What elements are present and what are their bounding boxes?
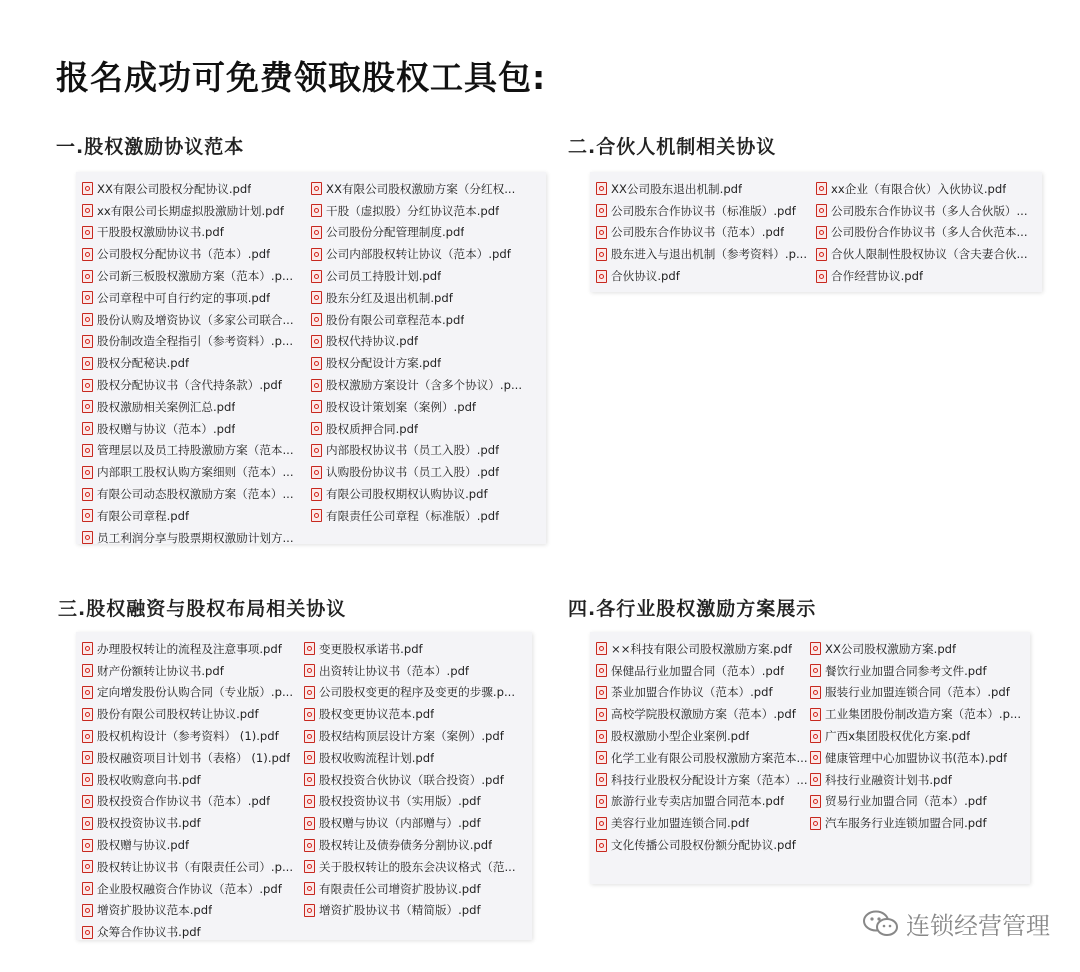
pdf-file-icon: [311, 335, 322, 348]
pdf-file-item[interactable]: [82, 856, 304, 878]
file-name: 股份制改造全程指引（参考资料）.p...: [97, 334, 294, 349]
file-name: XX公司股东退出机制.pdf: [611, 181, 743, 196]
pdf-file-icon: [304, 860, 315, 873]
pdf-file-item[interactable]: [596, 834, 810, 856]
file-name: 高校学院股权激励方案（范本）.pdf: [611, 707, 796, 722]
file-name: 增资扩股协议书（精简版）.pdf: [319, 903, 481, 918]
pdf-file-item[interactable]: [816, 178, 1036, 200]
pdf-file-icon: [596, 839, 607, 852]
pdf-file-icon: [311, 488, 322, 501]
pdf-file-item[interactable]: [82, 921, 304, 940]
pdf-file-item[interactable]: [304, 900, 526, 922]
pdf-file-item[interactable]: [810, 703, 1024, 725]
pdf-file-icon: [304, 642, 315, 655]
file-name: XX公司股权激励方案.pdf: [825, 641, 957, 656]
pdf-file-icon: [596, 708, 607, 721]
pdf-file-item[interactable]: [311, 222, 540, 244]
file-name: 股权收购意向书.pdf: [97, 772, 201, 787]
file-name: 股权投资协议书（实用版）.pdf: [319, 794, 481, 809]
file-name: 众筹合作协议书.pdf: [97, 925, 201, 940]
pdf-file-icon: [82, 182, 93, 195]
pdf-file-item[interactable]: [82, 222, 311, 244]
file-name: 股权机构设计（参考资料） (1).pdf: [97, 729, 279, 744]
file-name: 股权激励小型企业案例.pdf: [611, 729, 750, 744]
pdf-file-icon: [82, 466, 93, 479]
pdf-file-icon: [82, 226, 93, 239]
pdf-file-icon: [82, 313, 93, 326]
section-1-title: 一.股权激励协议范本: [56, 136, 245, 158]
pdf-file-icon: [304, 664, 315, 677]
pdf-file-item[interactable]: [82, 287, 311, 309]
pdf-file-item[interactable]: [304, 834, 526, 856]
pdf-file-item[interactable]: [82, 527, 311, 544]
file-name: 股权质押合同.pdf: [326, 421, 419, 436]
pdf-file-item[interactable]: [596, 682, 810, 704]
file-name: 公司股东合作协议书（范本）.pdf: [611, 225, 785, 240]
pdf-file-icon: [311, 379, 322, 392]
file-name: 合伙协议.pdf: [611, 269, 680, 284]
file-name: 股权投资合伙协议（联合投资）.pdf: [319, 772, 504, 787]
pdf-file-item[interactable]: [82, 660, 304, 682]
file-name: 有限公司动态股权激励方案（范本）...: [97, 487, 294, 502]
file-name: 广西x集团股权优化方案.pdf: [825, 729, 971, 744]
file-name: 服装行业加盟连锁合同（范本）.pdf: [825, 685, 1010, 700]
pdf-file-item[interactable]: [304, 682, 526, 704]
file-name: 股份有限公司股权转让协议.pdf: [97, 707, 259, 722]
file-name: 公司股份分配管理制度.pdf: [326, 225, 465, 240]
pdf-file-icon: [304, 817, 315, 830]
pdf-file-item[interactable]: [82, 309, 311, 331]
file-name: 科技行业股权分配设计方案（范本）...: [611, 772, 808, 787]
pdf-file-icon: [82, 488, 93, 501]
file-name: 公司新三板股权激励方案（范本）.p...: [97, 269, 294, 284]
pdf-file-icon: [596, 686, 607, 699]
pdf-file-icon: [596, 642, 607, 655]
pdf-file-item[interactable]: [810, 660, 1024, 682]
pdf-file-item[interactable]: [311, 243, 540, 265]
pdf-file-icon: [304, 751, 315, 764]
pdf-file-icon: [82, 204, 93, 217]
pdf-file-icon: [311, 444, 322, 457]
pdf-file-icon: [82, 751, 93, 764]
pdf-file-item[interactable]: [596, 791, 810, 813]
pdf-file-item[interactable]: [82, 178, 311, 200]
pdf-file-icon: [311, 509, 322, 522]
pdf-file-item[interactable]: [82, 682, 304, 704]
file-name: 美容行业加盟连锁合同.pdf: [611, 816, 750, 831]
pdf-file-icon: [82, 860, 93, 873]
pdf-file-icon: [596, 751, 607, 764]
pdf-file-item[interactable]: [311, 418, 540, 440]
pdf-file-item[interactable]: [311, 331, 540, 353]
pdf-file-icon: [82, 379, 93, 392]
file-name: 股权分配协议书（含代持条款）.pdf: [97, 378, 282, 393]
file-name: 股权赠与协议（内部赠与）.pdf: [319, 816, 481, 831]
file-name: 干股股权激励协议书.pdf: [97, 225, 224, 240]
pdf-file-icon: [304, 904, 315, 917]
file-name: 股权设计策划案（案例）.pdf: [326, 399, 477, 414]
pdf-file-icon: [82, 708, 93, 721]
pdf-file-item[interactable]: [82, 725, 304, 747]
pdf-file-item[interactable]: [596, 243, 816, 265]
file-name: 股权转让及债券债务分割协议.pdf: [319, 838, 493, 853]
file-name: 股权投资合作协议书（范本）.pdf: [97, 794, 271, 809]
pdf-file-icon: [304, 795, 315, 808]
pdf-file-item[interactable]: [82, 461, 311, 483]
pdf-file-icon: [82, 686, 93, 699]
pdf-file-icon: [311, 248, 322, 261]
pdf-file-icon: [816, 248, 827, 261]
pdf-file-icon: [810, 751, 821, 764]
pdf-file-icon: [82, 335, 93, 348]
file-name: 管理层以及员工持股激励方案（范本...: [97, 443, 294, 458]
file-name: 工业集团股份制改造方案（范本）.p...: [825, 707, 1022, 722]
pdf-file-item[interactable]: [304, 638, 526, 660]
file-name: 股权赠与协议（范本）.pdf: [97, 421, 236, 436]
pdf-file-item[interactable]: [816, 265, 1036, 287]
pdf-file-item[interactable]: [810, 725, 1024, 747]
file-name: 认购股份协议书（员工入股）.pdf: [326, 465, 500, 480]
pdf-file-icon: [596, 204, 607, 217]
pdf-file-item[interactable]: [311, 461, 540, 483]
pdf-file-item[interactable]: [82, 374, 311, 396]
pdf-file-item[interactable]: [596, 222, 816, 244]
pdf-file-icon: [596, 817, 607, 830]
pdf-file-icon: [311, 204, 322, 217]
file-name: 合作经营协议.pdf: [831, 269, 924, 284]
pdf-file-icon: [82, 509, 93, 522]
pdf-file-item[interactable]: [82, 638, 304, 660]
pdf-file-item[interactable]: [596, 660, 810, 682]
pdf-file-item[interactable]: [304, 856, 526, 878]
pdf-file-icon: [596, 226, 607, 239]
file-name: 企业股权融资合作协议（范本）.pdf: [97, 881, 282, 896]
pdf-file-icon: [810, 686, 821, 699]
pdf-file-icon: [810, 730, 821, 743]
pdf-file-icon: [304, 839, 315, 852]
file-name: 股权分配设计方案.pdf: [326, 356, 442, 371]
wechat-icon: [862, 909, 900, 939]
section-2-title: 二.合伙人机制相关协议: [568, 136, 777, 158]
file-list-panel: [76, 632, 532, 940]
file-name: 旅游行业专卖店加盟合同范本.pdf: [611, 794, 785, 809]
page-title: 报名成功可免费领取股权工具包:: [56, 58, 547, 97]
pdf-file-item[interactable]: [82, 834, 304, 856]
pdf-file-icon: [596, 730, 607, 743]
pdf-file-icon: [82, 642, 93, 655]
pdf-file-icon: [816, 226, 827, 239]
pdf-file-icon: [304, 708, 315, 721]
pdf-file-item[interactable]: [82, 440, 311, 462]
section-4-title: 四.各行业股权激励方案展示: [568, 598, 817, 620]
file-name: 股权激励相关案例汇总.pdf: [97, 399, 236, 414]
pdf-file-item[interactable]: [82, 769, 304, 791]
file-name: 内部职工股权认购方案细则（范本）...: [97, 465, 294, 480]
pdf-file-item[interactable]: [810, 812, 1024, 834]
pdf-file-icon: [82, 422, 93, 435]
file-name: 股权分配秘诀.pdf: [97, 356, 190, 371]
file-list-panel: [590, 632, 1030, 884]
file-name: 股份认购及增资协议（多家公司联合...: [97, 312, 294, 327]
file-name: 股权代持协议.pdf: [326, 334, 419, 349]
pdf-file-icon: [816, 204, 827, 217]
pdf-file-item[interactable]: [82, 505, 311, 527]
pdf-file-icon: [82, 248, 93, 261]
pdf-file-item[interactable]: [304, 703, 526, 725]
pdf-file-item[interactable]: [304, 791, 526, 813]
pdf-file-icon: [304, 882, 315, 895]
file-name: xx有限公司长期虚拟股激励计划.pdf: [97, 203, 284, 218]
file-list-panel: [590, 172, 1042, 292]
pdf-file-icon: [82, 531, 93, 544]
file-name: 办理股权转让的流程及注意事项.pdf: [97, 641, 282, 656]
file-name: 股权变更协议范本.pdf: [319, 707, 435, 722]
pdf-file-item[interactable]: [311, 352, 540, 374]
pdf-file-icon: [810, 817, 821, 830]
pdf-file-item[interactable]: [810, 638, 1024, 660]
pdf-file-item[interactable]: [311, 374, 540, 396]
pdf-file-item[interactable]: [82, 703, 304, 725]
file-name: 公司股权分配协议书（范本）.pdf: [97, 247, 271, 262]
pdf-file-item[interactable]: [596, 812, 810, 834]
file-name: 干股（虚拟股）分红协议范本.pdf: [326, 203, 500, 218]
pdf-file-icon: [810, 795, 821, 808]
pdf-file-icon: [304, 773, 315, 786]
pdf-file-item[interactable]: [816, 222, 1036, 244]
file-name: 出资转让协议书（范本）.pdf: [319, 663, 470, 678]
file-name: 公司股东合作协议书（标准版）.pdf: [611, 203, 796, 218]
pdf-file-item[interactable]: [816, 243, 1036, 265]
pdf-file-item[interactable]: [596, 178, 816, 200]
pdf-file-item[interactable]: [82, 418, 311, 440]
pdf-file-item[interactable]: [311, 200, 540, 222]
pdf-file-icon: [82, 773, 93, 786]
pdf-file-icon: [82, 400, 93, 413]
file-name: 科技行业融资计划书.pdf: [825, 772, 952, 787]
pdf-file-icon: [810, 642, 821, 655]
file-name: 内部股权协议书（员工入股）.pdf: [326, 443, 500, 458]
file-name: 汽车服务行业连锁加盟合同.pdf: [825, 816, 987, 831]
file-name: 有限责任公司章程（标准版）.pdf: [326, 508, 500, 523]
pdf-file-item[interactable]: [596, 769, 810, 791]
pdf-file-item[interactable]: [596, 200, 816, 222]
pdf-file-icon: [82, 664, 93, 677]
file-name: 公司股份合作协议书（多人合伙范本...: [831, 225, 1028, 240]
pdf-file-icon: [311, 226, 322, 239]
file-name: 茶业加盟合作协议（范本）.pdf: [611, 685, 773, 700]
pdf-file-item[interactable]: [82, 483, 311, 505]
pdf-file-item[interactable]: [810, 769, 1024, 791]
pdf-file-item[interactable]: [82, 200, 311, 222]
watermark: [862, 906, 1050, 941]
pdf-file-icon: [810, 708, 821, 721]
pdf-file-icon: [82, 270, 93, 283]
pdf-file-item[interactable]: [596, 638, 810, 660]
file-name: XX有限公司股权分配协议.pdf: [97, 181, 252, 196]
file-name: 股权收购流程计划.pdf: [319, 750, 435, 765]
pdf-file-icon: [311, 422, 322, 435]
pdf-file-icon: [311, 291, 322, 304]
pdf-file-icon: [596, 795, 607, 808]
pdf-file-item[interactable]: [596, 747, 810, 769]
file-name: 餐饮行业加盟合同参考文件.pdf: [825, 663, 987, 678]
pdf-file-item[interactable]: [82, 265, 311, 287]
file-name: 增资扩股协议范本.pdf: [97, 903, 213, 918]
file-name: 财产份额转让协议书.pdf: [97, 663, 224, 678]
watermark-text: 连锁经营管理: [906, 912, 1050, 940]
pdf-file-icon: [311, 270, 322, 283]
pdf-file-item[interactable]: [82, 243, 311, 265]
pdf-file-icon: [596, 270, 607, 283]
pdf-file-item[interactable]: [304, 725, 526, 747]
pdf-file-icon: [596, 182, 607, 195]
section-3-title: 三.股权融资与股权布局相关协议: [58, 598, 347, 620]
file-name: 定向增发股份认购合同（专业版）.p...: [97, 685, 294, 700]
file-name: xx企业（有限合伙）入伙协议.pdf: [831, 181, 1007, 196]
pdf-file-item[interactable]: [304, 769, 526, 791]
file-name: 化学工业有限公司股权激励方案范本...: [611, 750, 808, 765]
pdf-file-item[interactable]: [82, 791, 304, 813]
file-name: 员工利润分享与股票期权激励计划方...: [97, 530, 294, 544]
pdf-file-item[interactable]: [810, 791, 1024, 813]
pdf-file-item[interactable]: [311, 396, 540, 418]
pdf-file-item[interactable]: [311, 440, 540, 462]
file-name: ××科技有限公司股权激励方案.pdf: [611, 641, 793, 656]
pdf-file-item[interactable]: [596, 265, 816, 287]
pdf-file-icon: [304, 730, 315, 743]
pdf-file-item[interactable]: [311, 178, 540, 200]
pdf-file-icon: [82, 882, 93, 895]
file-name: 股份有限公司章程范本.pdf: [326, 312, 465, 327]
pdf-file-item[interactable]: [82, 900, 304, 922]
pdf-file-item[interactable]: [304, 878, 526, 900]
pdf-file-item[interactable]: [82, 812, 304, 834]
file-name: 股东进入与退出机制（参考资料）.p...: [611, 247, 808, 262]
pdf-file-item[interactable]: [596, 703, 810, 725]
file-name: 关于股权转让的股东会决议格式（范...: [319, 859, 516, 874]
file-name: 公司股权变更的程序及变更的步骤.p...: [319, 685, 516, 700]
pdf-file-icon: [311, 400, 322, 413]
pdf-file-icon: [810, 664, 821, 677]
pdf-file-icon: [82, 291, 93, 304]
pdf-file-icon: [596, 248, 607, 261]
pdf-file-item[interactable]: [82, 396, 311, 418]
pdf-file-icon: [596, 664, 607, 677]
file-name: 公司员工持股计划.pdf: [326, 269, 442, 284]
pdf-file-item[interactable]: [810, 747, 1024, 769]
pdf-file-item[interactable]: [304, 812, 526, 834]
file-name: 有限责任公司增资扩股协议.pdf: [319, 881, 481, 896]
pdf-file-item[interactable]: [304, 660, 526, 682]
file-name: 保健品行业加盟合同（范本）.pdf: [611, 663, 785, 678]
file-name: 股东分红及退出机制.pdf: [326, 290, 453, 305]
pdf-file-icon: [311, 357, 322, 370]
file-name: 股权激励方案设计（含多个协议）.p...: [326, 378, 523, 393]
file-name: 有限公司章程.pdf: [97, 508, 190, 523]
pdf-file-icon: [82, 357, 93, 370]
pdf-file-icon: [82, 839, 93, 852]
pdf-file-icon: [82, 926, 93, 939]
file-name: 有限公司股权期权认购协议.pdf: [326, 487, 488, 502]
pdf-file-item[interactable]: [311, 309, 540, 331]
file-list-panel: [76, 172, 546, 544]
pdf-file-icon: [311, 182, 322, 195]
pdf-file-icon: [810, 773, 821, 786]
pdf-file-icon: [304, 686, 315, 699]
pdf-file-item[interactable]: [810, 682, 1024, 704]
file-name: 股权赠与协议.pdf: [97, 838, 190, 853]
file-name: 文化传播公司股权份额分配协议.pdf: [611, 838, 796, 853]
file-name: 公司内部股权转让协议（范本）.pdf: [326, 247, 511, 262]
pdf-file-icon: [816, 270, 827, 283]
pdf-file-item[interactable]: [596, 725, 810, 747]
file-name: XX有限公司股权激励方案（分红权...: [326, 181, 516, 196]
pdf-file-item[interactable]: [311, 287, 540, 309]
file-name: 股权融资项目计划书（表格） (1).pdf: [97, 750, 291, 765]
pdf-file-item[interactable]: [311, 505, 540, 527]
file-name: 股权投资协议书.pdf: [97, 816, 201, 831]
pdf-file-item[interactable]: [82, 747, 304, 769]
file-name: 股权转让协议书（有限责任公司）.p...: [97, 859, 294, 874]
file-name: 公司股东合作协议书（多人合伙版）...: [831, 203, 1028, 218]
pdf-file-icon: [82, 795, 93, 808]
pdf-file-icon: [311, 466, 322, 479]
pdf-file-item[interactable]: [82, 878, 304, 900]
pdf-file-item[interactable]: [304, 747, 526, 769]
pdf-file-icon: [311, 313, 322, 326]
pdf-file-icon: [82, 817, 93, 830]
pdf-file-item[interactable]: [816, 200, 1036, 222]
pdf-file-item[interactable]: [311, 265, 540, 287]
file-name: 健康管理中心加盟协议书(范本).pdf: [825, 750, 1008, 765]
pdf-file-icon: [82, 730, 93, 743]
file-name: 公司章程中可自行约定的事项.pdf: [97, 290, 271, 305]
file-name: 合伙人限制性股权协议（含夫妻合伙...: [831, 247, 1028, 262]
pdf-file-icon: [596, 773, 607, 786]
pdf-file-icon: [816, 182, 827, 195]
pdf-file-icon: [82, 904, 93, 917]
file-name: 贸易行业加盟合同（范本）.pdf: [825, 794, 987, 809]
pdf-file-item[interactable]: [82, 352, 311, 374]
pdf-file-item[interactable]: [311, 483, 540, 505]
file-name: 股权结构顶层设计方案（案例）.pdf: [319, 729, 504, 744]
file-name: 变更股权承诺书.pdf: [319, 641, 423, 656]
pdf-file-item[interactable]: [82, 331, 311, 353]
pdf-file-icon: [82, 444, 93, 457]
